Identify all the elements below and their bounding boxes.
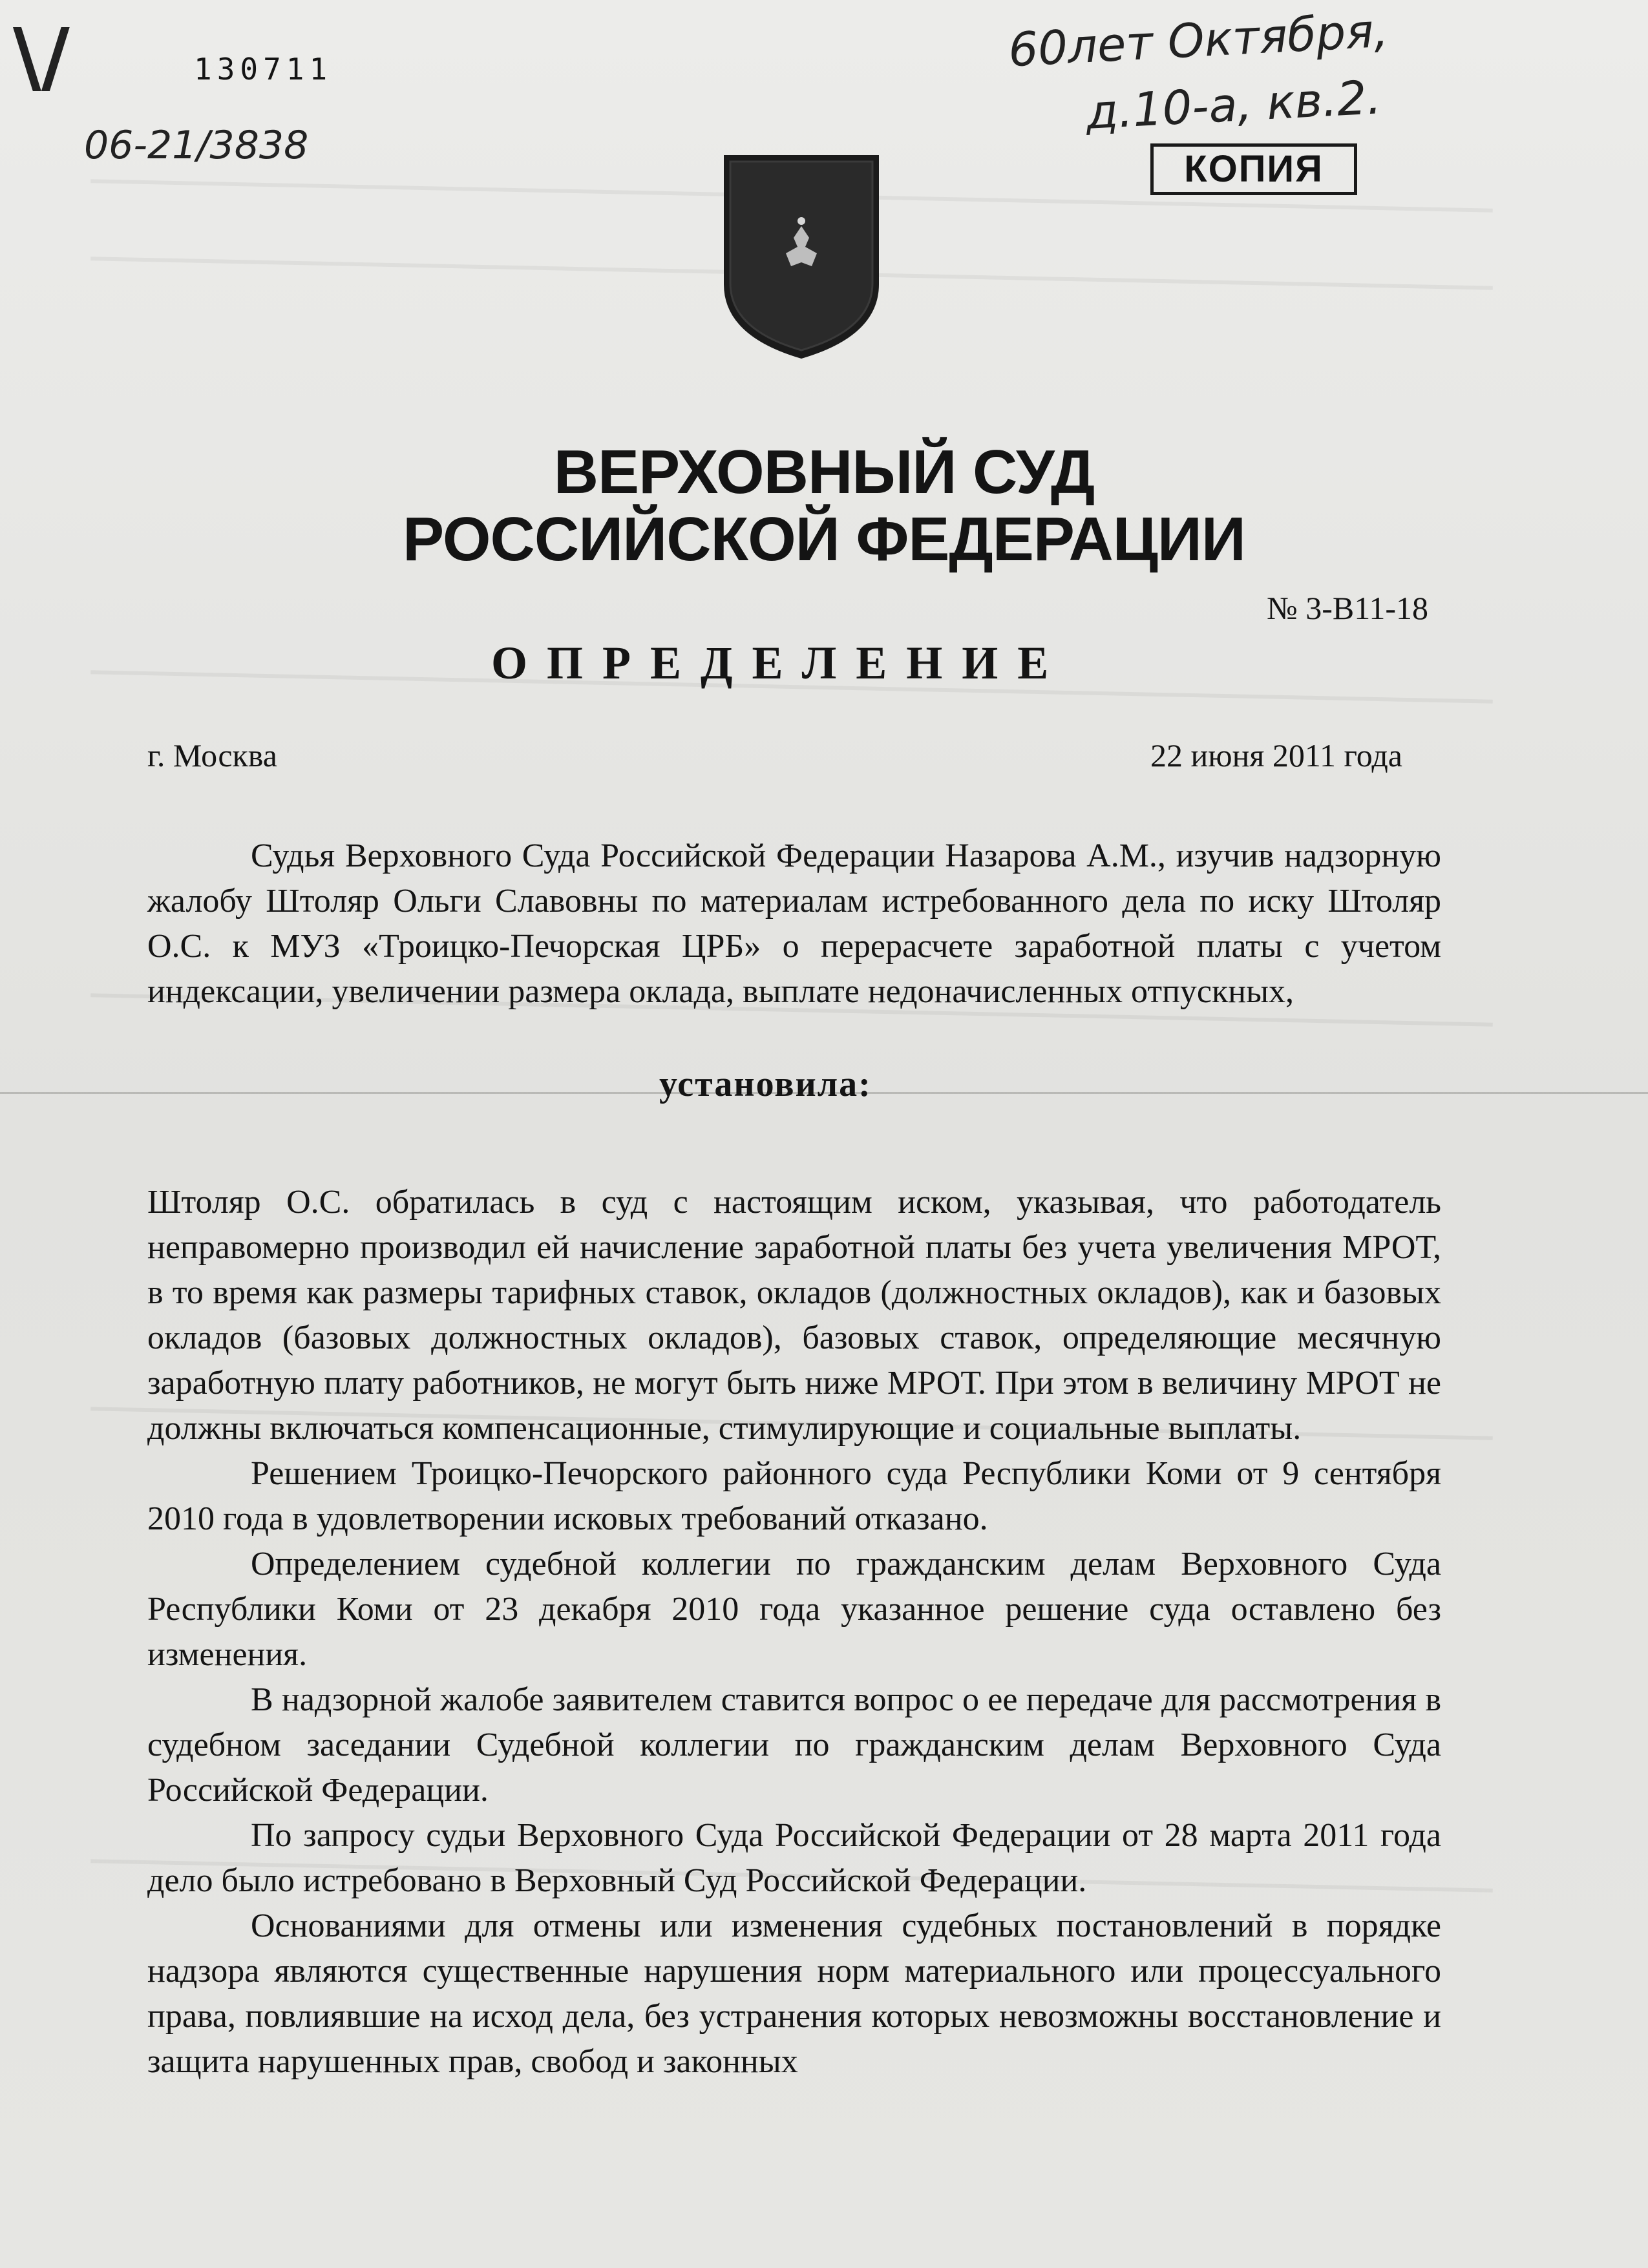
city: г. Москва: [147, 737, 277, 773]
intro-paragraph-block: [147, 834, 1441, 1014]
document-date: 22 июня 2011 года: [1150, 737, 1402, 773]
handwritten-address-line1: 60лет Октября,: [1007, 3, 1390, 78]
court-name-line2: РОССИЙСКОЙ ФЕДЕРАЦИИ: [403, 505, 1245, 574]
paragraph: Решением Троицко-Печорского районного суда Республики Коми от 9 сентября 2010 года в удовлетворении исковых требований отказано.: [147, 1455, 1441, 1537]
case-number: № 3-В11-18: [1267, 590, 1428, 626]
coat-of-arms-icon: [717, 149, 885, 362]
main-text-block: [147, 1180, 1441, 2084]
court-name-line1: ВЕРХОВНЫЙ СУД: [553, 437, 1095, 507]
established-heading: установила:: [659, 1064, 872, 1104]
paragraph: Определением судебной коллегии по гражданским делам Верховного Суда Республики Коми от 23 декабря 2010 года указанное решение суда оставлено без изменения.: [147, 1546, 1441, 1673]
paragraph: Штоляр О.С. обратилась в суд с настоящим иском, указывая, что работодатель неправомерно производил ей начисление заработной платы без учета увеличения МРОТ, в то время как размеры тарифных ставок, окладов (должностных окладов), как и базовых окладов (базовых должностных окладов), базовых ставок, определяющие месячную заработную плату работников, не могут быть ниже МРОТ. При этом в величину МРОТ не должны включаться компенсационные, стимулирующие и социальные выплаты.: [147, 1184, 1441, 1447]
copy-stamp: КОПИЯ: [1150, 143, 1357, 195]
handwritten-mark: \/: [13, 13, 70, 103]
paragraph: В надзорной жалобе заявителем ставится вопрос о ее передаче для рассмотрения в судебном заседании Судебной коллегии по гражданским делам Верховного Суда Российской Федерации.: [147, 1681, 1441, 1809]
paragraph: По запросу судьи Верховного Суда Российской Федерации от 28 марта 2011 года дело было истребовано в Верховный Суд Российской Федерации.: [147, 1817, 1441, 1899]
intro-paragraph: Судья Верховного Суда Российской Федерации Назарова А.М., изучив надзорную жалобу Штоляр Ольги Славовны по материалам истребованного дела по иску Штоляр О.С. к МУЗ «Троицко-Печорская ЦРБ» о перерасчете заработной платы с учетом индексации, увеличении размера оклада, выплате недоначисленных отпускных,: [147, 837, 1441, 1010]
handwritten-reference: 06-21/3838: [84, 123, 309, 168]
handwritten-address-line2: д.10-а, кв.2.: [1084, 70, 1383, 140]
paragraph: Основаниями для отмены или изменения судебных постановлений в порядке надзора являются существенные нарушения норм материального или процессуального права, повлиявшие на исход дела, без устранения которых невозможны восстановление и защита нарушенных прав, свобод и законных: [147, 1907, 1441, 2080]
document-type-heading: ОПРЕДЕЛЕНИЕ: [491, 637, 1068, 689]
registration-stamp-number: 130711: [194, 52, 333, 87]
